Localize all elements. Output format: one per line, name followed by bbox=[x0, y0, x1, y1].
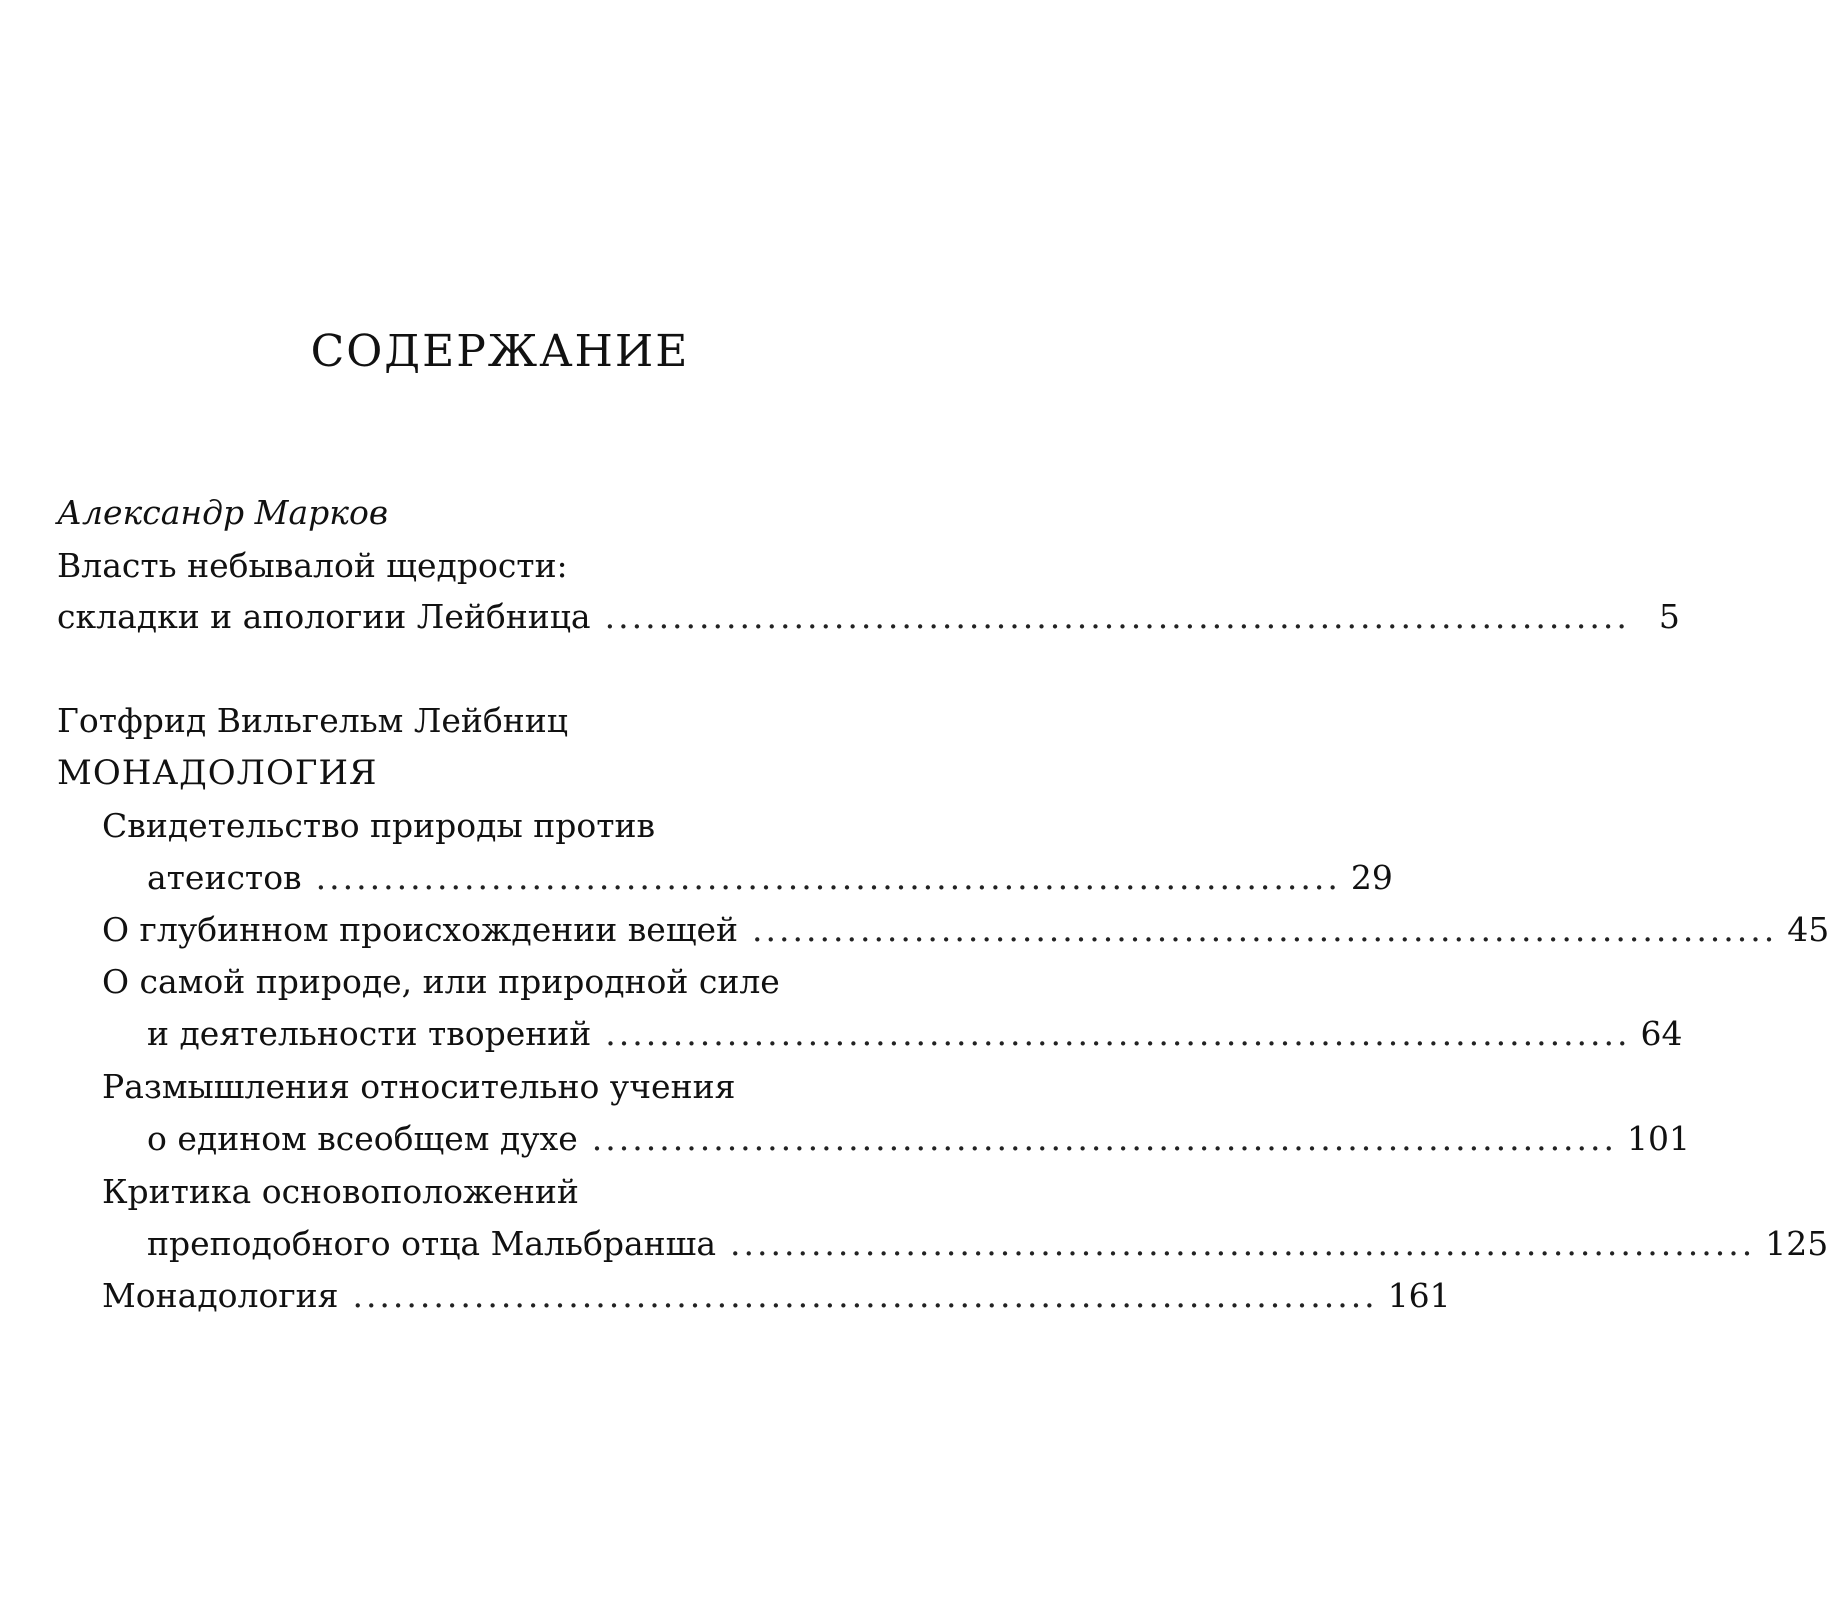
dot-leader: ............................................................................ bbox=[605, 1014, 1631, 1053]
toc-entry-4-line1: Критика основоположений bbox=[102, 1172, 579, 1211]
toc-entry-label: О глубинном происхождении вещей bbox=[102, 910, 739, 949]
page-title: СОДЕРЖАНИЕ bbox=[310, 326, 690, 377]
toc-entry-markov[interactable] bbox=[57, 590, 1680, 644]
toc-entry-label: Монадология bbox=[102, 1276, 339, 1315]
dot-leader: ............................................................................ bbox=[604, 597, 1630, 636]
toc-entry-1[interactable] bbox=[102, 903, 1829, 957]
page-number: 5 bbox=[1658, 597, 1680, 636]
page-number: 161 bbox=[1387, 1276, 1451, 1315]
toc-entry-label: атеистов bbox=[147, 858, 302, 897]
page-number: 64 bbox=[1640, 1014, 1683, 1053]
book-title: МОНАДОЛОГИЯ bbox=[57, 753, 378, 793]
dot-leader: ............................................................................ bbox=[352, 1276, 1378, 1315]
dot-leader: ............................................................................ bbox=[730, 1224, 1756, 1263]
toc-entry-4[interactable] bbox=[147, 1217, 1829, 1271]
dot-leader: ............................................................................ bbox=[315, 858, 1341, 897]
page-number: 45 bbox=[1787, 910, 1829, 949]
toc-entry-5[interactable] bbox=[102, 1269, 1451, 1323]
toc-entry-label: преподобного отца Мальбранша bbox=[147, 1224, 716, 1263]
toc-entry-2[interactable] bbox=[147, 1007, 1683, 1061]
author-leibniz: Готфрид Вильгельм Лейбниц bbox=[57, 701, 568, 740]
toc-entry-label: складки и апологии Лейбница bbox=[57, 597, 591, 636]
entry-markov-line1: Власть небывалой щедрости: bbox=[57, 546, 568, 585]
toc-entry-3[interactable] bbox=[147, 1112, 1691, 1166]
toc-entry-label: о едином всеобщем духе bbox=[147, 1119, 578, 1158]
toc-entry-label: и деятельности творений bbox=[147, 1014, 592, 1053]
toc-entry-0-line1: Свидетельство природы против bbox=[102, 806, 656, 845]
page-number: 125 bbox=[1765, 1224, 1829, 1263]
dot-leader: ............................................................................ bbox=[591, 1119, 1618, 1158]
page-number: 101 bbox=[1627, 1119, 1691, 1158]
toc-entry-3-line1: Размышления относительно учения bbox=[102, 1067, 736, 1106]
page-number: 29 bbox=[1350, 858, 1393, 897]
toc-entry-0[interactable] bbox=[147, 851, 1393, 905]
dot-leader: ............................................................................ bbox=[752, 910, 1778, 949]
author-markov: Александр Марков bbox=[57, 493, 389, 532]
toc-entry-2-line1: О самой природе, или природной силе bbox=[102, 962, 780, 1001]
